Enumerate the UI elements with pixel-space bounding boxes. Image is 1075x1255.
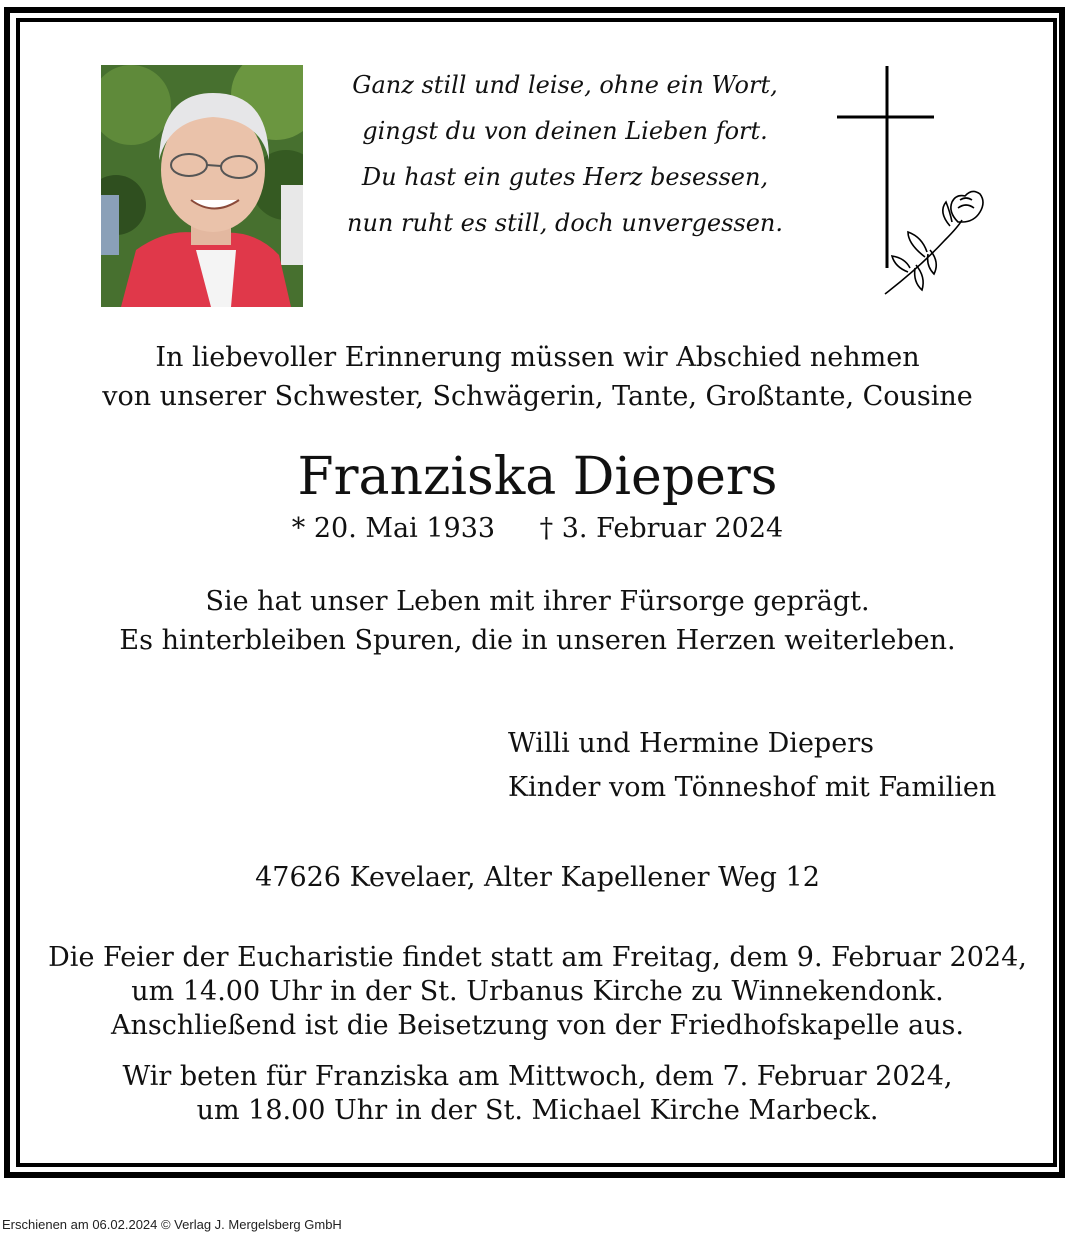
address: 47626 Kevelaer, Alter Kapellener Weg 12 xyxy=(255,862,820,893)
service-line: Die Feier der Eucharistie findet statt am Freitag, dem 9. Februar 2024, xyxy=(48,942,1027,973)
service-line: um 14.00 Uhr in der St. Urbanus Kirche zu Winnekendonk. xyxy=(131,976,944,1007)
publication-footer: Erschienen am 06.02.2024 © Verlag J. Mergelsberg GmbH xyxy=(2,1217,342,1232)
poem-line: Ganz still und leise, ohne ein Wort, xyxy=(352,71,778,99)
intro-text xyxy=(0,338,1075,416)
prayer-info xyxy=(0,1060,1075,1128)
tribute-text xyxy=(0,582,1075,660)
poem-line: gingst du von deinen Lieben fort. xyxy=(362,117,768,145)
birth-date: * 20. Mai 1933 xyxy=(291,513,496,544)
service-info xyxy=(0,941,1075,1043)
tribute-line: Sie hat unser Leben mit ihrer Fürsorge geprägt. xyxy=(205,586,870,617)
family-line: Kinder vom Tönneshof mit Familien xyxy=(508,772,997,803)
death-date: † 3. Februar 2024 xyxy=(539,513,784,544)
poem xyxy=(330,62,800,246)
intro-line: von unserer Schwester, Schwägerin, Tante, Großtante, Cousine xyxy=(102,381,973,412)
deceased-name: Franziska Diepers xyxy=(297,447,778,507)
life-dates xyxy=(0,511,1075,547)
portrait-photo xyxy=(101,65,303,307)
family-signature xyxy=(508,722,996,810)
tribute-line: Es hinterbleiben Spuren, die in unseren Herzen weiterleben. xyxy=(119,625,956,656)
prayer-line: Wir beten für Franziska am Mittwoch, dem 7. Februar 2024, xyxy=(122,1061,953,1092)
rose-icon xyxy=(885,191,983,294)
intro-line: In liebevoller Erinnerung müssen wir Abschied nehmen xyxy=(155,342,920,373)
service-line: Anschließend ist die Beisetzung von der Friedhofskapelle aus. xyxy=(111,1010,964,1041)
poem-line: nun ruht es still, doch unvergessen. xyxy=(346,209,784,237)
prayer-line: um 18.00 Uhr in der St. Michael Kirche Marbeck. xyxy=(196,1095,879,1126)
family-line: Willi und Hermine Diepers xyxy=(508,728,874,759)
cross-icon xyxy=(830,62,990,302)
poem-line: Du hast ein gutes Herz besessen, xyxy=(361,163,769,191)
